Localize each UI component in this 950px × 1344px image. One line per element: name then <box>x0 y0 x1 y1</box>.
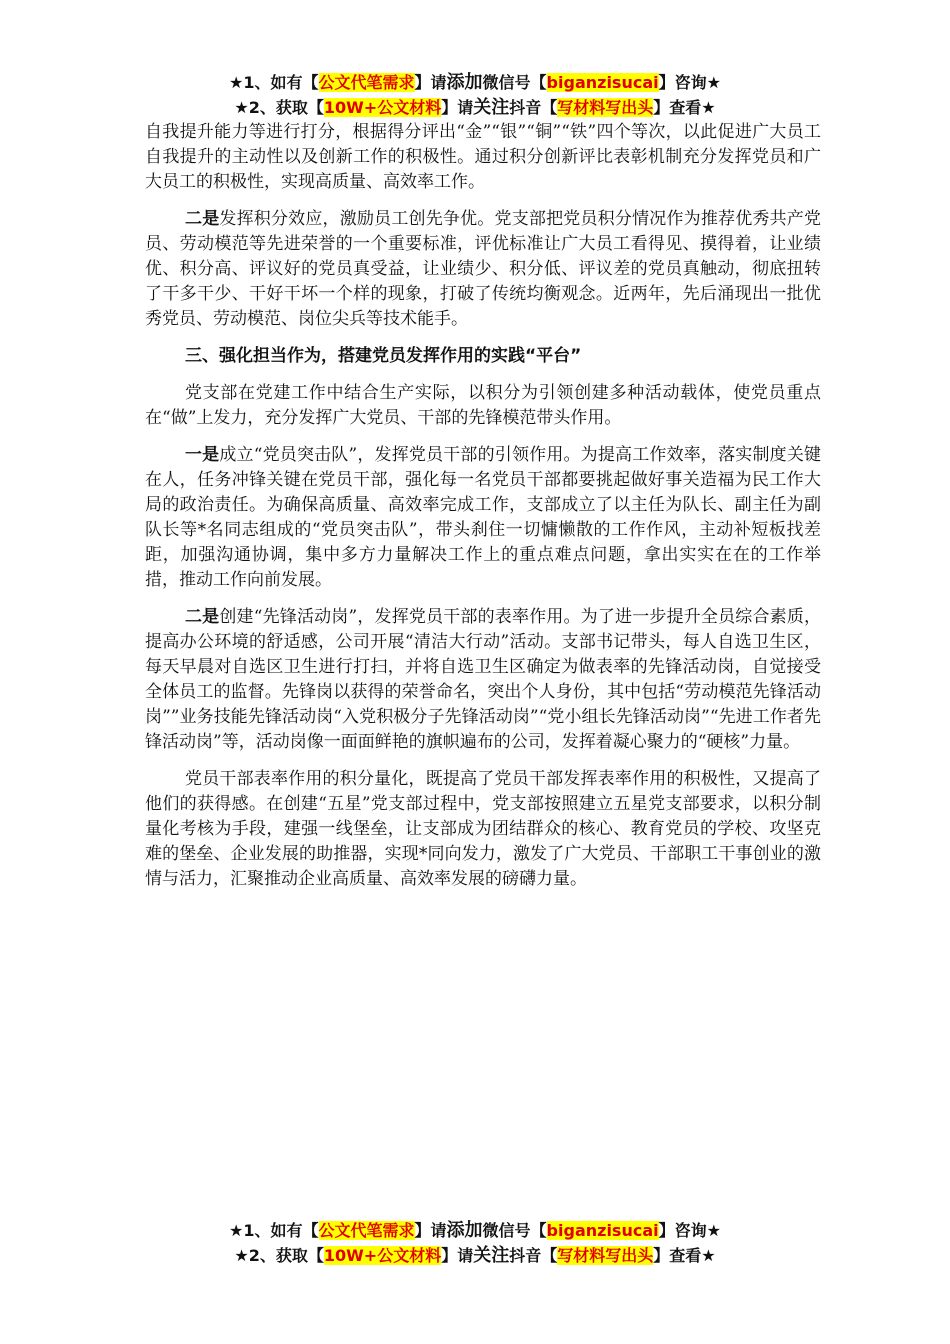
paragraph-lead: 一是 <box>185 445 220 465</box>
banner-emphasis: 添加 <box>446 72 483 93</box>
highlight-wechat-id: biganzisucai <box>546 1221 659 1240</box>
paragraph <box>145 443 821 593</box>
banner-text: 】请 <box>441 1246 474 1265</box>
banner-emphasis: 关注 <box>473 97 510 118</box>
banner-line-1 <box>0 70 950 95</box>
banner-emphasis: 添加 <box>446 1220 483 1241</box>
banner-line-2 <box>0 95 950 120</box>
paragraph: 党员干部表率作用的积分量化，既提高了党员干部发挥表率作用的积极性，又提高了他们的获得感。在创建“五星”党支部过程中，党支部按照建立五星党支部要求，以积分制量化考核为手段，建强一线堡垒，让支部成为团结群众的核心、教育党员的学校、攻坚克难的堡垒、企业发展的助推器，实现*同向发力，激发了广大党员、干部职工干事创业的激情与活力，汇聚推动企业高质量、高效率发展的磅礴力量。 <box>145 769 821 889</box>
paragraph: 自我提升能力等进行打分，根据得分评出“金”“银”“铜”“铁”四个等次，以此促进广大员工自我提升的主动性以及创新工作的积极性。通过积分创新评比表彰机制充分发挥党员和广大员工的积极性，实现高质量、高效率工作。 <box>145 122 821 192</box>
paragraph: 党支部在党建工作中结合生产实际，以积分为引领创建多种活动载体，使党员重点在“做”上发力，充分发挥广大党员、干部的先锋模范带头作用。 <box>145 383 821 428</box>
banner-text: 微信号【 <box>482 1221 547 1240</box>
paragraph <box>145 605 821 755</box>
banner-text: 抖音【 <box>509 98 558 117</box>
highlight-douyin-account: 写材料写出头 <box>557 98 654 117</box>
banner-text: 】请 <box>441 98 474 117</box>
banner-line-2 <box>0 1243 950 1268</box>
paragraph <box>145 207 821 332</box>
paragraph-text: 成立“党员突击队”，发挥党员干部的引领作用。为提高工作效率，落实制度关键在人，任务冲锋关键在党员干部，强化每一名党员干部都要挑起做好事关造福为民工作大局的政治责任。为确保高质量、高效率完成工作，支部成立了以主任为队长、副主任为副队长等*名同志组成的“党员突击队”，带头刹住一切慵懒散的工作作风，主动补短板找差距，加强沟通协调，集中多方力量解决工作上的重点难点问题，拿出实实在在的工作举措，推动工作向前发展。 <box>145 445 821 590</box>
document-body <box>145 120 821 904</box>
banner-text: 微信号【 <box>482 73 547 92</box>
bottom-banner <box>0 1218 950 1268</box>
highlight-materials: 10W+公文材料 <box>323 1246 442 1265</box>
banner-text: ★2、获取【 <box>234 98 324 117</box>
banner-text: ★1、如有【 <box>229 1221 319 1240</box>
banner-text: 】查看★ <box>653 1246 716 1265</box>
highlight-wechat-id: biganzisucai <box>546 73 659 92</box>
section-heading: 三、强化担当作为，搭建党员发挥作用的实践“平台” <box>185 346 582 366</box>
highlight-writing-service: 公文代笔需求 <box>318 73 415 92</box>
banner-text: 】查看★ <box>653 98 716 117</box>
banner-text: 】请 <box>414 1221 447 1240</box>
highlight-materials: 10W+公文材料 <box>323 98 442 117</box>
banner-text: 抖音【 <box>509 1246 558 1265</box>
banner-line-1 <box>0 1218 950 1243</box>
paragraph-text: 创建“先锋活动岗”，发挥党员干部的表率作用。为了进一步提升全员综合素质，提高办公环境的舒适感，公司开展“清洁大行动”活动。支部书记带头，每人自选卫生区，每天早晨对自选区卫生进行打扫，并将自选卫生区确定为做表率的先锋活动岗，自觉接受全体员工的监督。先锋岗以获得的荣誉命名，突出个人身份，其中包括“劳动模范先锋活动岗””业务技能先锋活动岗“入党积极分子先锋活动岗”“党小组长先锋活动岗”“先进工作者先锋活动岗”等，活动岗像一面面鲜艳的旗帜遍布的公司，发挥着凝心聚力的“硬核”力量。 <box>145 607 821 752</box>
banner-text: 】咨询★ <box>658 73 721 92</box>
highlight-writing-service: 公文代笔需求 <box>318 1221 415 1240</box>
banner-text: ★1、如有【 <box>229 73 319 92</box>
highlight-douyin-account: 写材料写出头 <box>557 1246 654 1265</box>
banner-text: 】咨询★ <box>658 1221 721 1240</box>
paragraph-lead: 二是 <box>185 607 220 627</box>
paragraph-text: 发挥积分效应，激励员工创先争优。党支部把党员积分情况作为推荐优秀共产党员、劳动模范等先进荣誉的一个重要标准，评优标准让广大员工看得见、摸得着，让业绩优、积分高、评议好的党员真受益，让业绩少、积分低、评议差的党员真触动，彻底扭转了干多干少、干好干坏一个样的现象，打破了传统均衡观念。近两年，先后涌现出一批优秀党员、劳动模范、岗位尖兵等技术能手。 <box>145 209 822 329</box>
banner-emphasis: 关注 <box>473 1245 510 1266</box>
paragraph-lead: 二是 <box>185 209 220 229</box>
banner-text: 】请 <box>414 73 447 92</box>
banner-text: ★2、获取【 <box>234 1246 324 1265</box>
top-banner <box>0 70 950 120</box>
